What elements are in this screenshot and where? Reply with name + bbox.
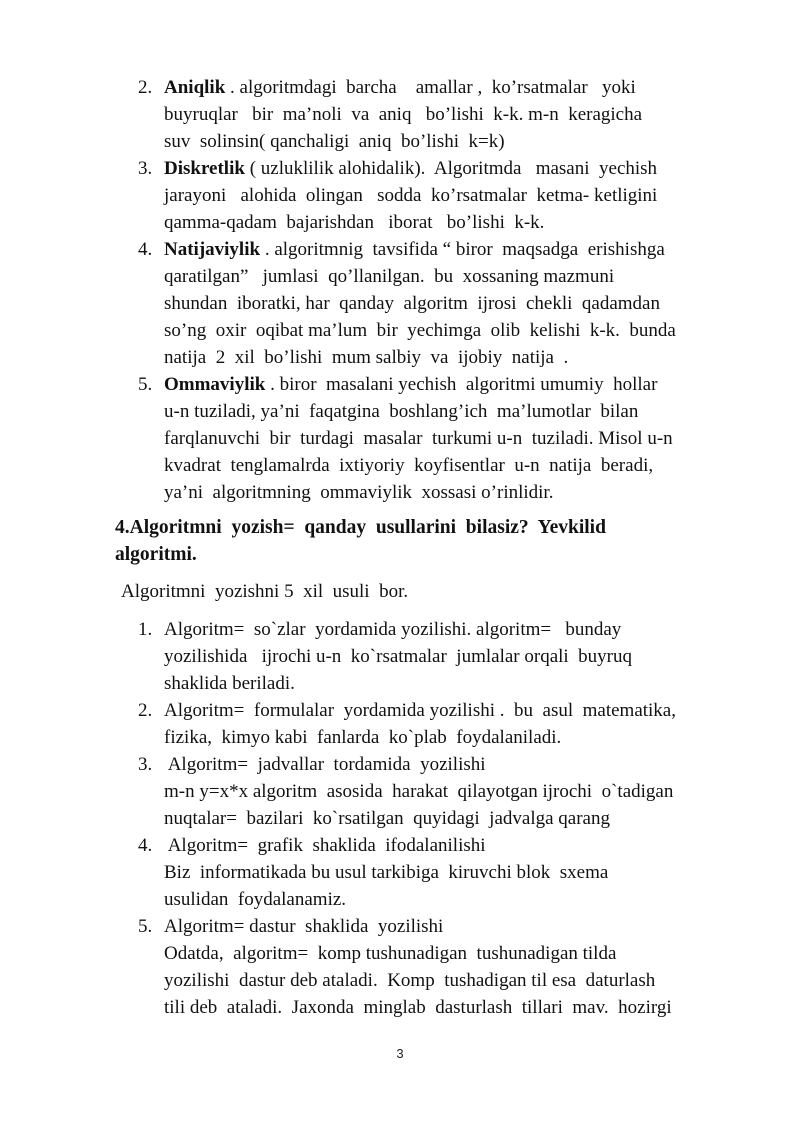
- list-item-line: buyruqlar bir ma’noli va aniq bo’lishi k-k. m-n keragicha: [164, 104, 643, 125]
- list-item-number: 2.: [138, 77, 153, 98]
- list-item-line: m-n y=x*x algoritm asosida harakat qilayotgan ijrochi o`tadigan: [164, 781, 674, 802]
- list-item-line: Algoritm= jadvallar tordamida yozilishi: [164, 754, 486, 775]
- list-item-line: Algoritm= dastur shaklida yozilishi: [164, 916, 444, 937]
- list-item-line: yozilishi dastur deb ataladi. Komp tushadigan til esa daturlash: [164, 970, 656, 991]
- term-bold: Diskretlik: [164, 158, 245, 179]
- list-item-line: ya’ni algoritmning ommaviylik xossasi o’rinlidir.: [164, 482, 554, 503]
- list-item-line: Odatda, algoritm= komp tushunadigan tushunadigan tilda: [164, 943, 617, 964]
- list-item-number: 4.: [138, 239, 153, 260]
- list-item-line: qaratilgan” jumlasi qo’llanilgan. bu xossaning mazmuni: [164, 266, 615, 287]
- list-item-line: usulidan foydalanamiz.: [164, 889, 347, 910]
- list-item: Natijaviylik . algoritmnig tavsifida “ biror maqsadga erishishga: [164, 239, 665, 260]
- list-item-line: so’ng oxir oqibat ma’lum bir yechimga olib kelishi k-k. bunda: [164, 320, 676, 341]
- list-item-number: 1.: [138, 619, 153, 640]
- list-item-line: natija 2 xil bo’lishi mum salbiy va ijobiy natija .: [164, 347, 569, 368]
- list-item: Aniqlik . algoritmdagi barcha amallar , ko’rsatmalar yoki: [164, 77, 636, 98]
- list-item-number: 5.: [138, 374, 153, 395]
- term-bold: Aniqlik: [164, 77, 226, 98]
- list-item-number: 2.: [138, 700, 153, 721]
- term-bold: Ommaviylik: [164, 374, 266, 395]
- section-heading: 4.Algoritmni yozish= qanday usullarini bilasiz? Yevkilid: [115, 517, 606, 538]
- list-item-line: Algoritm= so`zlar yordamida yozilishi. algoritm= bunday: [164, 619, 622, 640]
- list-item-line: shaklida beriladi.: [164, 673, 295, 694]
- list-item-line: Algoritm= grafik shaklida ifodalanilishi: [164, 835, 486, 856]
- list-item-line: farqlanuvchi bir turdagi masalar turkumi u-n tuziladi. Misol u-n: [164, 428, 673, 449]
- list-item-line: kvadrat tenglamalrda ixtiyoriy koyfisentlar u-n natija beradi,: [164, 455, 654, 476]
- list-item-number: 5.: [138, 916, 153, 937]
- list-item-line: fizika, kimyo kabi fanlarda ko`plab foydalaniladi.: [164, 727, 562, 748]
- list-item: Diskretlik ( uzluklilik alohidalik). Algoritmda masani yechish: [164, 158, 658, 179]
- list-item-line: jarayoni alohida olingan sodda ko’rsatmalar ketma- ketligini: [164, 185, 658, 206]
- list-item-line: Biz informatikada bu usul tarkibiga kiruvchi blok sxema: [164, 862, 609, 883]
- list-item-number: 3.: [138, 754, 153, 775]
- list-item-number: 3.: [138, 158, 153, 179]
- list-item-line: Algoritm= formulalar yordamida yozilishi . bu asul matematika,: [164, 700, 676, 721]
- list-item-line: tili deb ataladi. Jaxonda minglab dasturlash tillari mav. hozirgi: [164, 997, 672, 1018]
- list-item-line: qamma-qadam bajarishdan iborat bo’lishi k-k.: [164, 212, 545, 233]
- list-item-line: suv solinsin( qanchaligi aniq bo’lishi k=k): [164, 131, 505, 152]
- list-item-line: shundan iboratki, har qanday algoritm ijrosi chekli qadamdan: [164, 293, 660, 314]
- section-heading-cont: algoritmi.: [115, 544, 197, 565]
- list-item-line: u-n tuziladi, ya’ni faqatgina boshlang’ich ma’lumotlar bilan: [164, 401, 639, 422]
- list-item: Ommaviylik . biror masalani yechish algoritmi umumiy hollar: [164, 374, 658, 395]
- intro-paragraph: Algoritmni yozishni 5 xil usuli bor.: [121, 581, 409, 602]
- list-item-number: 4.: [138, 835, 153, 856]
- list-item-line: nuqtalar= bazilari ko`rsatilgan quyidagi jadvalga qarang: [164, 808, 610, 829]
- list-item-line: yozilishida ijrochi u-n ko`rsatmalar jumlalar orqali buyruq: [164, 646, 633, 667]
- term-bold: Natijaviylik: [164, 239, 261, 260]
- page-number: 3: [396, 1046, 404, 1061]
